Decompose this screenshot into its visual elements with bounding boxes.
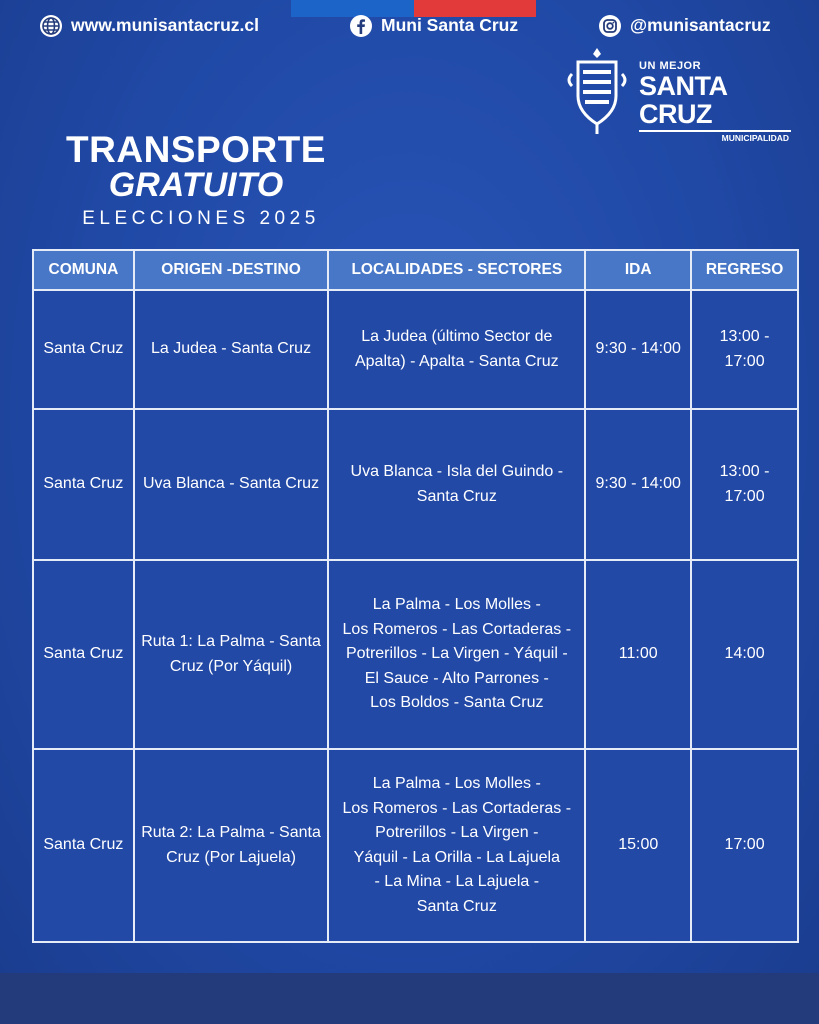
shield-icon xyxy=(564,46,630,136)
instagram-text: @munisantacruz xyxy=(630,15,771,35)
localidades-line: La Palma - Los Molles - xyxy=(372,596,541,614)
cell-ida: 15:00 xyxy=(585,749,691,942)
localidades-line: El Sauce - Alto Parrones - xyxy=(364,669,549,687)
cell-comuna: Santa Cruz xyxy=(33,409,134,560)
logo-tagline: UN MEJOR xyxy=(639,60,702,72)
origen-line: Ruta 2: La Palma - Santa xyxy=(141,824,321,841)
localidades-line: La Judea (último Sector de xyxy=(361,328,553,345)
title-line-1: TRANSPORTE xyxy=(66,129,326,170)
footer-website[interactable] xyxy=(39,0,259,51)
cell-localidades xyxy=(328,409,585,560)
footer-facebook[interactable] xyxy=(349,0,518,51)
header-regreso: REGRESO xyxy=(691,250,798,290)
title-line-3: ELECCIONES 2025 xyxy=(82,208,320,229)
table-header-row xyxy=(33,250,798,290)
cell-regreso: 17:00 xyxy=(691,749,798,942)
title-line-2: GRATUITO xyxy=(108,166,284,204)
globe-icon xyxy=(39,14,63,38)
cell-origen-destino xyxy=(134,749,329,942)
cell-comuna: Santa Cruz xyxy=(33,290,134,409)
instagram-icon xyxy=(598,14,622,38)
table-row xyxy=(33,290,798,409)
localidades-line: Potrerillos - La Virgen - xyxy=(375,824,539,841)
table-row xyxy=(33,560,798,749)
cell-regreso: 13:00 - 17:00 xyxy=(691,409,798,560)
table-row xyxy=(33,749,798,942)
localidades-line: Los Romeros - Las Cortaderas - xyxy=(342,620,572,638)
origen-line: Ruta 1: La Palma - Santa xyxy=(141,633,321,650)
cell-regreso: 13:00 - 17:00 xyxy=(691,290,798,409)
localidades-line: - La Mina - La Lajuela - xyxy=(374,873,540,890)
localidades-line: Santa Cruz xyxy=(416,487,497,505)
origen-line: Cruz (Por Lajuela) xyxy=(166,848,296,866)
cell-regreso: 14:00 xyxy=(691,560,798,749)
municipality-logo xyxy=(564,46,792,143)
facebook-icon xyxy=(349,14,373,38)
logo-name: SANTA CRUZ xyxy=(639,71,727,129)
cell-localidades xyxy=(328,290,585,409)
header-origen-destino: ORIGEN -DESTINO xyxy=(134,250,329,290)
header-ida: IDA xyxy=(585,250,691,290)
localidades-line: Uva Blanca - Isla del Guindo - xyxy=(350,463,564,480)
cell-ida: 11:00 xyxy=(585,560,691,749)
header-localidades: LOCALIDADES - SECTORES xyxy=(328,250,585,290)
header-comuna: COMUNA xyxy=(33,250,134,290)
page-title xyxy=(66,129,326,231)
cell-comuna: Santa Cruz xyxy=(33,560,134,749)
origen-line: La Judea - Santa Cruz xyxy=(150,340,312,358)
facebook-text: Muni Santa Cruz xyxy=(381,15,519,35)
footer-bar xyxy=(0,973,819,1024)
localidades-line: Yáquil - La Orilla - La Lajuela xyxy=(353,848,560,866)
localidades-line: La Palma - Los Molles - xyxy=(372,775,541,792)
localidades-line: Potrerillos - La Virgen - Yáquil - xyxy=(345,645,568,663)
cell-origen-destino xyxy=(134,290,329,409)
table-row xyxy=(33,409,798,560)
footer-instagram[interactable] xyxy=(598,0,771,51)
cell-ida: 9:30 - 14:00 xyxy=(585,409,691,560)
cell-origen-destino xyxy=(134,409,329,560)
localidades-line: Apalta) - Apalta - Santa Cruz xyxy=(354,352,559,370)
localidades-line: Los Romeros - Las Cortaderas - xyxy=(342,799,572,817)
cell-comuna: Santa Cruz xyxy=(33,749,134,942)
origen-line: Cruz (Por Yáquil) xyxy=(169,657,293,675)
cell-ida: 9:30 - 14:00 xyxy=(585,290,691,409)
localidades-line: Los Boldos - Santa Cruz xyxy=(370,694,544,712)
cell-localidades xyxy=(328,749,585,942)
logo-subtitle: MUNICIPALIDAD xyxy=(639,130,791,143)
localidades-line: Santa Cruz xyxy=(416,897,497,915)
cell-localidades xyxy=(328,560,585,749)
website-text: www.munisantacruz.cl xyxy=(71,15,260,35)
schedule-table xyxy=(32,249,799,943)
origen-line: Uva Blanca - Santa Cruz xyxy=(143,475,320,493)
cell-origen-destino xyxy=(134,560,329,749)
